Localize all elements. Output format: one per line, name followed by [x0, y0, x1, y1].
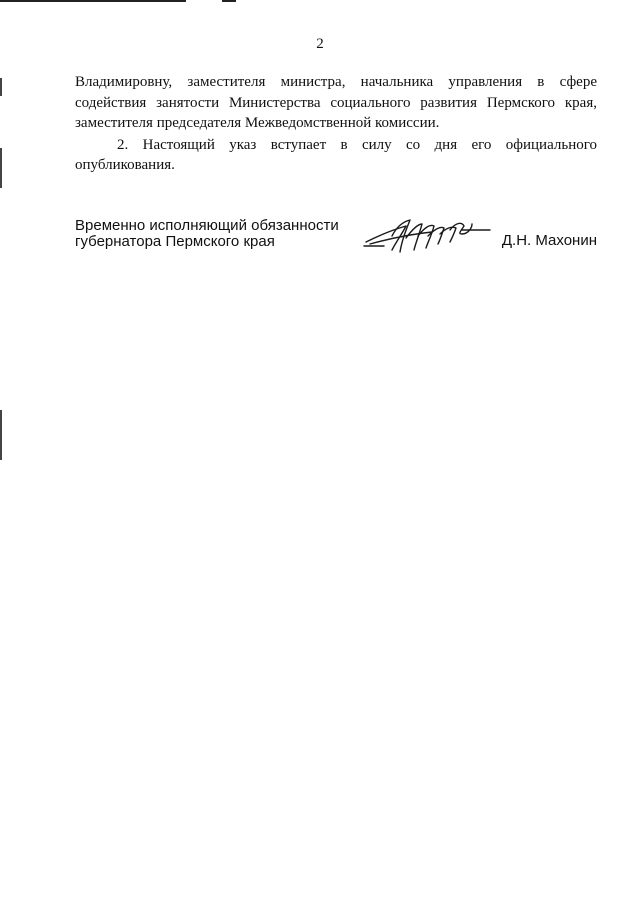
scan-artifact-line	[222, 0, 236, 2]
signer-title-line-2: губернатора Пермского края	[75, 233, 275, 250]
paragraph-continuation: Владимировну, заместителя министра, начальника управления в сфере содействия занятости Министерства социального развития Пермского края, заместителя председателя Межведомственной комиссии.	[75, 74, 597, 131]
scan-edge-mark	[0, 78, 2, 96]
paragraph-effective-date-end: опубликования.	[75, 157, 175, 173]
signer-title	[75, 218, 339, 250]
paragraph-effective-date: 2. Настоящий указ вступает в силу со дня его официального	[117, 136, 597, 153]
scan-edge-mark	[0, 410, 2, 460]
page-number: 2	[316, 36, 324, 52]
signer-title-line-1: Временно исполняющий обязанности	[75, 217, 339, 234]
scan-edge-mark	[0, 148, 2, 188]
signer-name: Д.Н. Махонин	[501, 232, 597, 249]
signature-icon	[362, 212, 492, 258]
signature-block	[75, 218, 597, 268]
document-body	[75, 72, 597, 176]
scan-artifact-line	[0, 0, 186, 2]
